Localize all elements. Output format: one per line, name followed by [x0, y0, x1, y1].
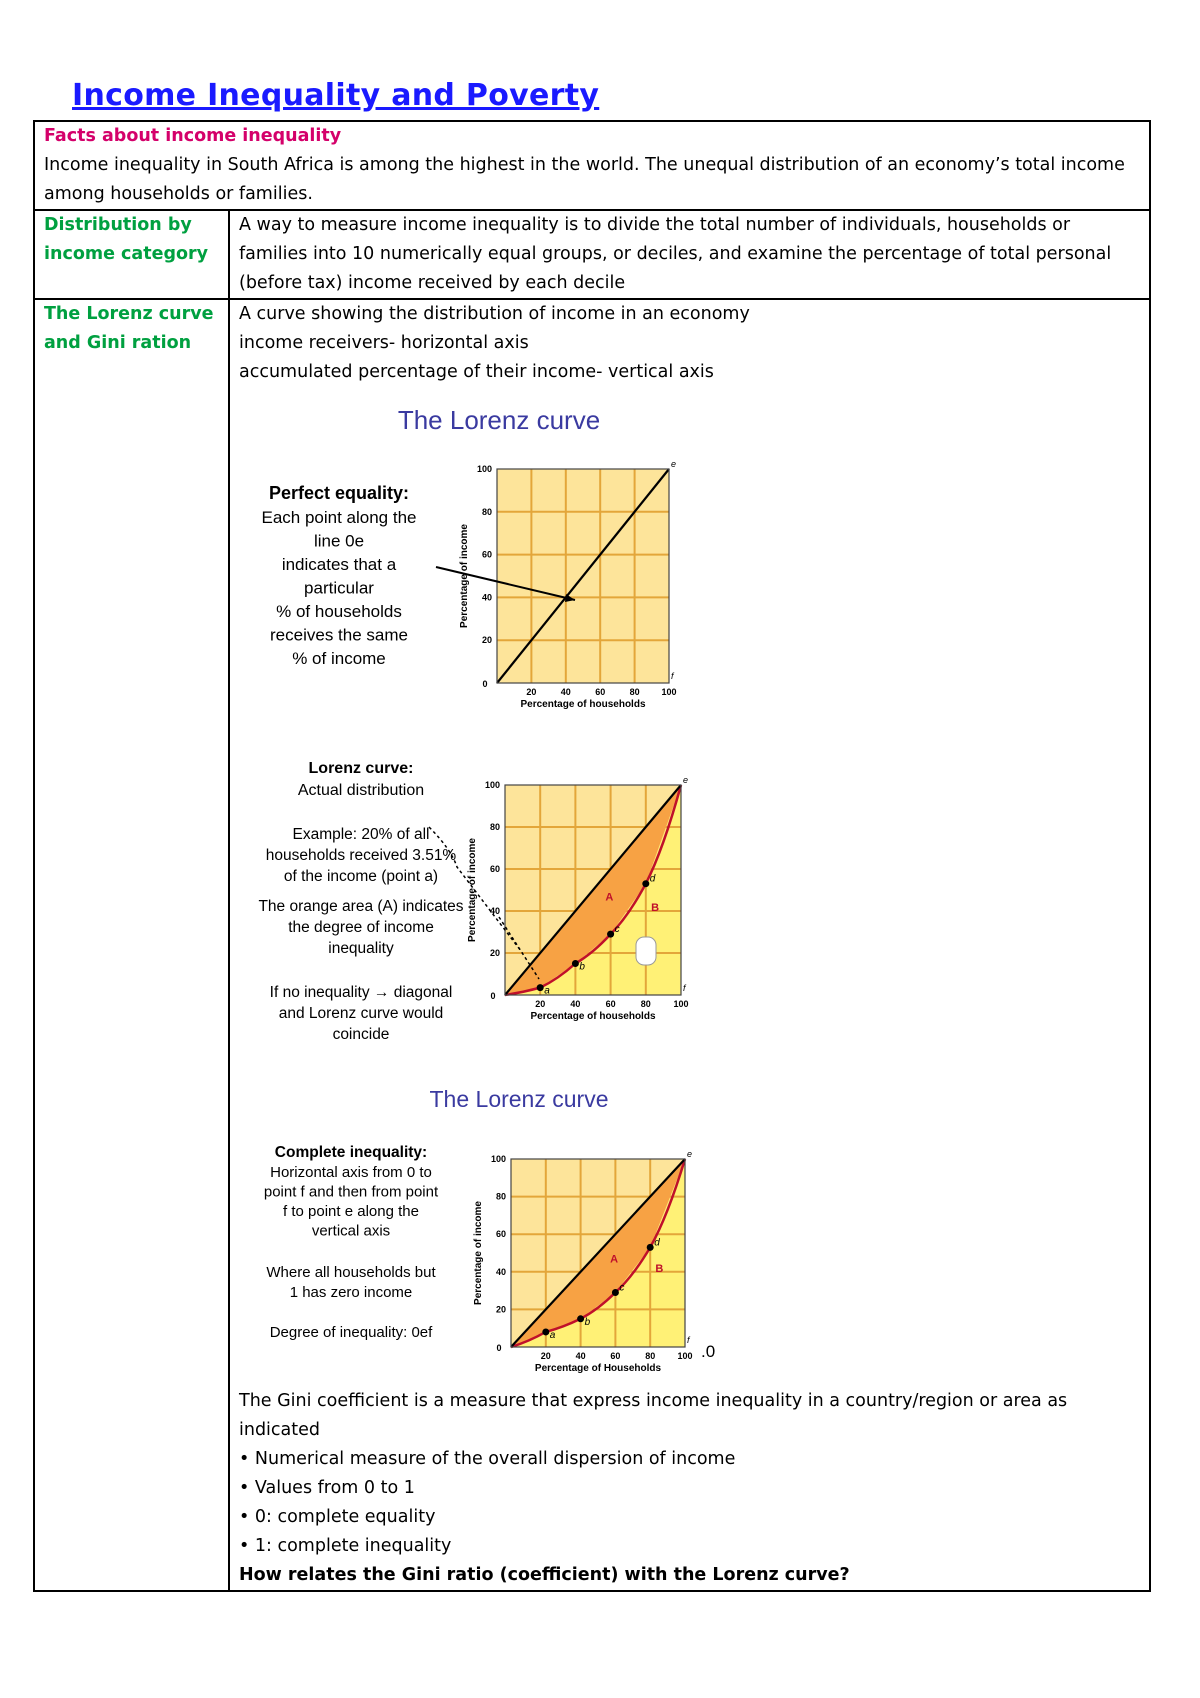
- x-tick-label: 40: [575, 1351, 586, 1361]
- dot-zero-label: .0: [701, 1342, 716, 1361]
- page-title: Income Inequality and Poverty: [72, 78, 600, 113]
- fig2-noineq-line: and Lorenz curve would: [278, 1005, 444, 1022]
- fig3-text-line: point f and then from point: [263, 1183, 439, 1201]
- x-tick-label: 100: [677, 1351, 693, 1361]
- bullet-item: • Numerical measure of the overall dispersion of income: [239, 1449, 736, 1469]
- point-e-label: e: [671, 459, 677, 469]
- fig3-text-line: f to point e along the: [283, 1203, 419, 1220]
- fig1-heading: Perfect equality:: [268, 483, 410, 503]
- y-tick-label: 80: [481, 506, 492, 517]
- fig1-text-line: % of income: [292, 649, 386, 668]
- y-tick-label: 60: [489, 864, 500, 874]
- point-c-label: c: [619, 1282, 625, 1294]
- x-axis-label: Percentage of Households: [534, 1363, 662, 1374]
- facts-text: Income inequality in South Africa is among the highest in the world. The unequal distribution of an economy’s total income among households or families.: [44, 155, 1125, 204]
- lorenz-point: [612, 1289, 619, 1296]
- fig3-text-block: [264, 1144, 439, 1341]
- fig2-orange-line: The orange area (A) indicates: [258, 898, 464, 915]
- origin-label: 0: [490, 991, 496, 1001]
- bullet-item: • Values from 0 to 1: [239, 1478, 415, 1498]
- x-tick-label: 60: [595, 687, 606, 697]
- fig1-title: The Lorenz curve: [397, 405, 601, 435]
- lorenz-point: [572, 960, 579, 967]
- fig3-text-line: vertical axis: [311, 1222, 391, 1240]
- point-e-label: e: [687, 1149, 693, 1159]
- area-a-label: A: [605, 891, 614, 904]
- y-axis-label: Percentage of income: [467, 838, 478, 942]
- point-e-label: e: [683, 775, 689, 785]
- y-tick-label: 40: [481, 592, 492, 603]
- x-tick-label: 20: [526, 687, 537, 697]
- fig2-example-line: Example: 20% of all: [292, 826, 430, 843]
- x-axis-label: Percentage of households: [520, 699, 646, 710]
- fig3-where-line: Where all households but: [266, 1264, 436, 1281]
- point-f-label: f: [687, 1335, 690, 1345]
- fig3-degree-text: Degree of inequality: 0ef: [269, 1324, 433, 1341]
- fig2-example-line: of the income (point a): [283, 868, 439, 885]
- bullet-text: 1: complete inequality: [254, 1536, 452, 1556]
- y-tick-label: 40: [495, 1266, 506, 1277]
- y-tick-label: 40: [489, 906, 500, 916]
- bullet-item: • 1: complete inequality: [239, 1536, 452, 1556]
- bullet-text: Values from 0 to 1: [254, 1478, 415, 1498]
- fig1-text-line: Each point along the: [261, 508, 417, 527]
- lorenz-label-2: and Gini ration: [44, 333, 192, 353]
- y-tick-label: 80: [495, 1191, 506, 1202]
- point-c-label: c: [614, 924, 620, 936]
- fig2-text-block: [258, 826, 463, 1043]
- lorenz-row: [34, 299, 1150, 1591]
- fig1-text-line: line 0e: [313, 531, 365, 551]
- lorenz-point: [577, 1315, 584, 1322]
- y-tick-label: 100: [484, 780, 500, 790]
- fig2-sub: Actual distribution: [297, 782, 425, 799]
- y-tick-label: 20: [481, 635, 492, 646]
- point-b-label: b: [579, 961, 585, 973]
- point-d-label: d: [654, 1237, 660, 1249]
- facts-row: [34, 121, 1150, 210]
- lorenz-line-1: A curve showing the distribution of income in an economy: [239, 304, 750, 324]
- fig2-noineq-line: coincide: [332, 1026, 390, 1043]
- distribution-text: A way to measure income inequality is to divide the total number of individuals, households or families into 10 numerically equal groups, or deciles, and examine the percentage of total personal (before tax) income received by each decile: [229, 210, 1150, 299]
- y-tick-label: 100: [490, 1154, 506, 1164]
- distribution-label-2: income category: [44, 244, 209, 264]
- x-axis-label: Percentage of households: [530, 1011, 656, 1022]
- x-tick-label: 20: [540, 1351, 551, 1361]
- x-tick-label: 80: [629, 687, 640, 697]
- bullet-text: Numerical measure of the overall dispersion of income: [254, 1449, 736, 1469]
- fig2-orange-line: inequality: [328, 940, 394, 957]
- x-tick-label: 100: [661, 687, 677, 697]
- x-tick-label: 40: [570, 999, 581, 1009]
- fig3-text-line: Horizontal axis from 0 to: [270, 1164, 432, 1181]
- origin-label: 0: [482, 679, 488, 689]
- lorenz-label-1: The Lorenz curve: [44, 304, 214, 324]
- x-tick-label: 80: [640, 999, 651, 1009]
- area-b-label: B: [651, 902, 660, 914]
- fig1-text-line: indicates that a: [281, 555, 397, 574]
- fig2-noineq-line: If no inequality → diagonal: [269, 984, 453, 1001]
- bullet-item: • 0: complete equality: [239, 1507, 436, 1527]
- origin-label: 0: [496, 1343, 502, 1353]
- lorenz-point: [647, 1244, 654, 1251]
- gini-text: The Gini coefficient is a measure that express income inequality in a country/region or area as indicated: [239, 1391, 1068, 1440]
- lorenz-point: [607, 931, 614, 938]
- fig2-orange-line: the degree of income: [288, 919, 434, 936]
- chart-actual-distribution: [429, 775, 689, 1022]
- fig3-where-line: 1 has zero income: [289, 1284, 413, 1301]
- fig1-text-line: receives the same: [270, 625, 408, 645]
- point-a-label: a: [549, 1329, 556, 1341]
- area-a-label: A: [610, 1253, 619, 1266]
- point-b-label: b: [584, 1316, 591, 1328]
- cursor-box: [636, 937, 656, 965]
- x-tick-label: 40: [560, 687, 571, 697]
- point-f-label: f: [671, 671, 674, 681]
- facts-heading: Facts about income inequality: [44, 126, 342, 146]
- fig2-example-line: households received 3.51%: [265, 847, 457, 864]
- y-axis-label: Percentage of income: [473, 1201, 484, 1305]
- y-tick-label: 20: [495, 1304, 506, 1315]
- lorenz-line-3: accumulated percentage of their income- vertical axis: [239, 362, 714, 382]
- lorenz-figures: [239, 387, 1139, 1417]
- lorenz-point: [542, 1328, 549, 1335]
- y-tick-label: 60: [481, 549, 492, 560]
- gini-question: How relates the Gini ratio (coefficient) with the Lorenz curve?: [239, 1565, 850, 1585]
- fig3-title: The Lorenz curve: [429, 1086, 609, 1112]
- bullet-text: 0: complete equality: [254, 1507, 436, 1527]
- lorenz-line-2: income receivers- horizontal axis: [239, 333, 529, 353]
- fig1-text-block: [261, 508, 416, 668]
- y-tick-label: 60: [495, 1229, 506, 1240]
- chart-complete-inequality: [473, 1149, 693, 1374]
- x-tick-label: 80: [645, 1351, 656, 1361]
- y-tick-label: 80: [489, 822, 500, 832]
- lorenz-point: [642, 880, 649, 887]
- distribution-label-1: Distribution by: [44, 215, 192, 235]
- content-table: [33, 120, 1151, 1592]
- area-b-label: B: [655, 1262, 664, 1275]
- point-d-label: d: [649, 873, 656, 885]
- y-tick-label: 20: [489, 948, 500, 958]
- x-tick-label: 60: [605, 999, 616, 1009]
- point-f-label: f: [683, 983, 686, 993]
- fig1-text-line: % of households: [276, 602, 402, 621]
- point-a-label: a: [544, 985, 550, 997]
- fig3-heading: Complete inequality:: [274, 1144, 428, 1161]
- chart-perfect-equality: [436, 459, 677, 710]
- y-axis-label: Percentage of income: [459, 524, 470, 628]
- fig2-heading: Lorenz curve:: [308, 760, 414, 777]
- x-tick-label: 100: [673, 999, 689, 1009]
- distribution-row: [34, 210, 1150, 299]
- fig1-text-line: particular: [304, 578, 374, 598]
- x-tick-label: 60: [610, 1351, 621, 1361]
- lorenz-point: [537, 984, 544, 991]
- x-tick-label: 20: [535, 999, 546, 1009]
- y-tick-label: 100: [476, 464, 492, 474]
